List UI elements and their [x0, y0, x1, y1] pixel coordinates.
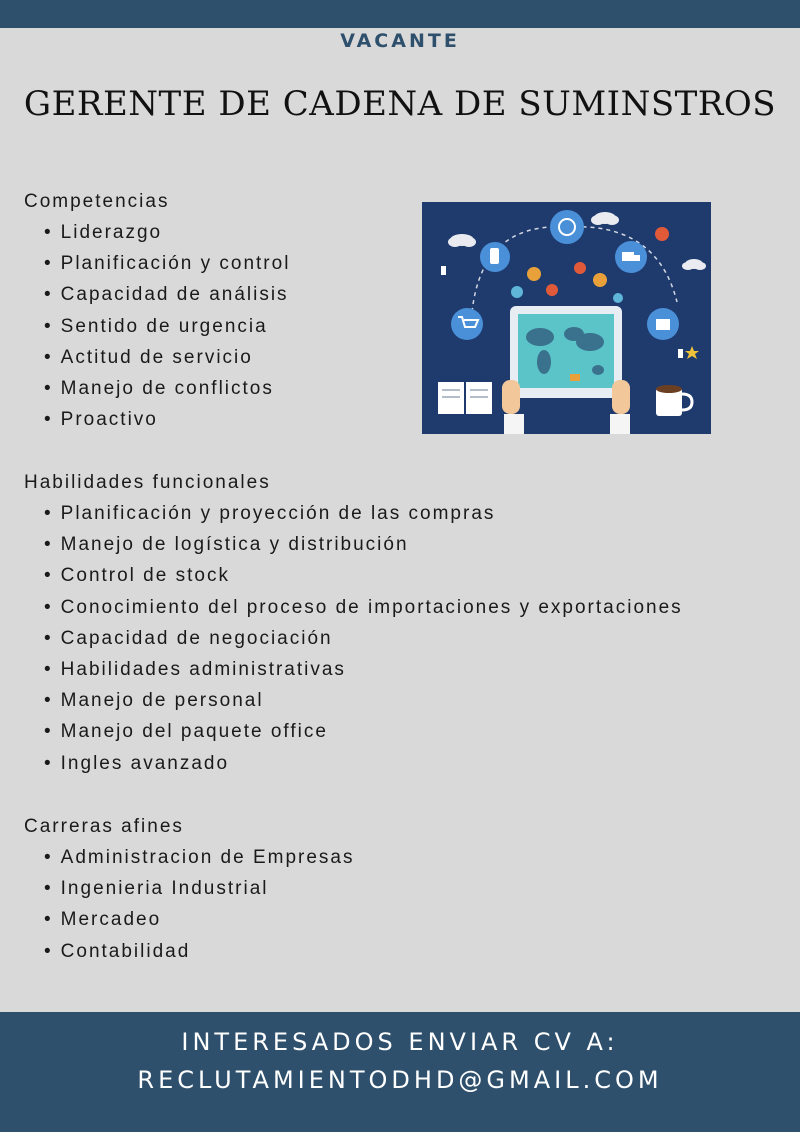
section-heading: Competencias [24, 191, 170, 212]
cart-icon [451, 308, 483, 340]
supply-chain-illustration [422, 202, 711, 434]
list-item: • Mercadeo [44, 904, 354, 935]
gear-icon [613, 293, 623, 303]
list-item: • Conocimiento del proceso de importaciones y exportaciones [44, 592, 683, 623]
section-carreras [24, 811, 354, 967]
section-competencias [24, 186, 290, 435]
contact-email[interactable]: RECLUTAMIENTODHD@GMAIL.COM [137, 1066, 663, 1094]
section-heading: Carreras afines [24, 816, 184, 837]
hand-icon [612, 380, 630, 414]
list-item: • Actitud de servicio [44, 342, 290, 373]
list-item: • Manejo de personal [44, 685, 683, 716]
bottle-icon [678, 349, 683, 358]
list-item: • Proactivo [44, 404, 290, 435]
list-item: • Manejo de logística y distribución [44, 529, 683, 560]
gear-icon [546, 284, 558, 296]
gear-icon [527, 267, 541, 281]
hand-icon [502, 380, 520, 414]
list-item: • Capacidad de negociación [44, 623, 683, 654]
section-habilidades [24, 467, 683, 779]
list-item: • Manejo de conflictos [44, 373, 290, 404]
gear-icon [574, 262, 586, 274]
list-item: • Planificación y proyección de las compras [44, 498, 683, 529]
list-item: • Contabilidad [44, 936, 354, 967]
contact-footer [0, 1012, 800, 1132]
carreras-list [24, 842, 354, 967]
target-icon [655, 227, 669, 241]
globe-icon [550, 210, 584, 244]
list-item: • Liderazgo [44, 217, 290, 248]
list-item: • Capacidad de análisis [44, 279, 290, 310]
list-item: • Ingles avanzado [44, 748, 683, 779]
bottle-icon [441, 266, 446, 275]
list-item: • Planificación y control [44, 248, 290, 279]
contact-instruction: INTERESADOS ENVIAR CV A: [181, 1028, 619, 1056]
list-item: • Manejo del paquete office [44, 716, 683, 747]
habilidades-list [24, 498, 683, 779]
list-item: • Ingenieria Industrial [44, 873, 354, 904]
section-heading: Habilidades funcionales [24, 472, 271, 493]
vacancy-label: VACANTE [340, 30, 460, 52]
top-bar [0, 0, 800, 28]
list-item: • Control de stock [44, 560, 683, 591]
gear-icon [511, 286, 523, 298]
list-item: • Sentido de urgencia [44, 311, 290, 342]
list-item: • Habilidades administrativas [44, 654, 683, 685]
cart-icon [570, 374, 580, 381]
gear-icon [593, 273, 607, 287]
job-title: GERENTE DE CADENA DE SUMINSTROS [23, 84, 777, 124]
list-item: • Administracion de Empresas [44, 842, 354, 873]
competencias-list [24, 217, 290, 435]
